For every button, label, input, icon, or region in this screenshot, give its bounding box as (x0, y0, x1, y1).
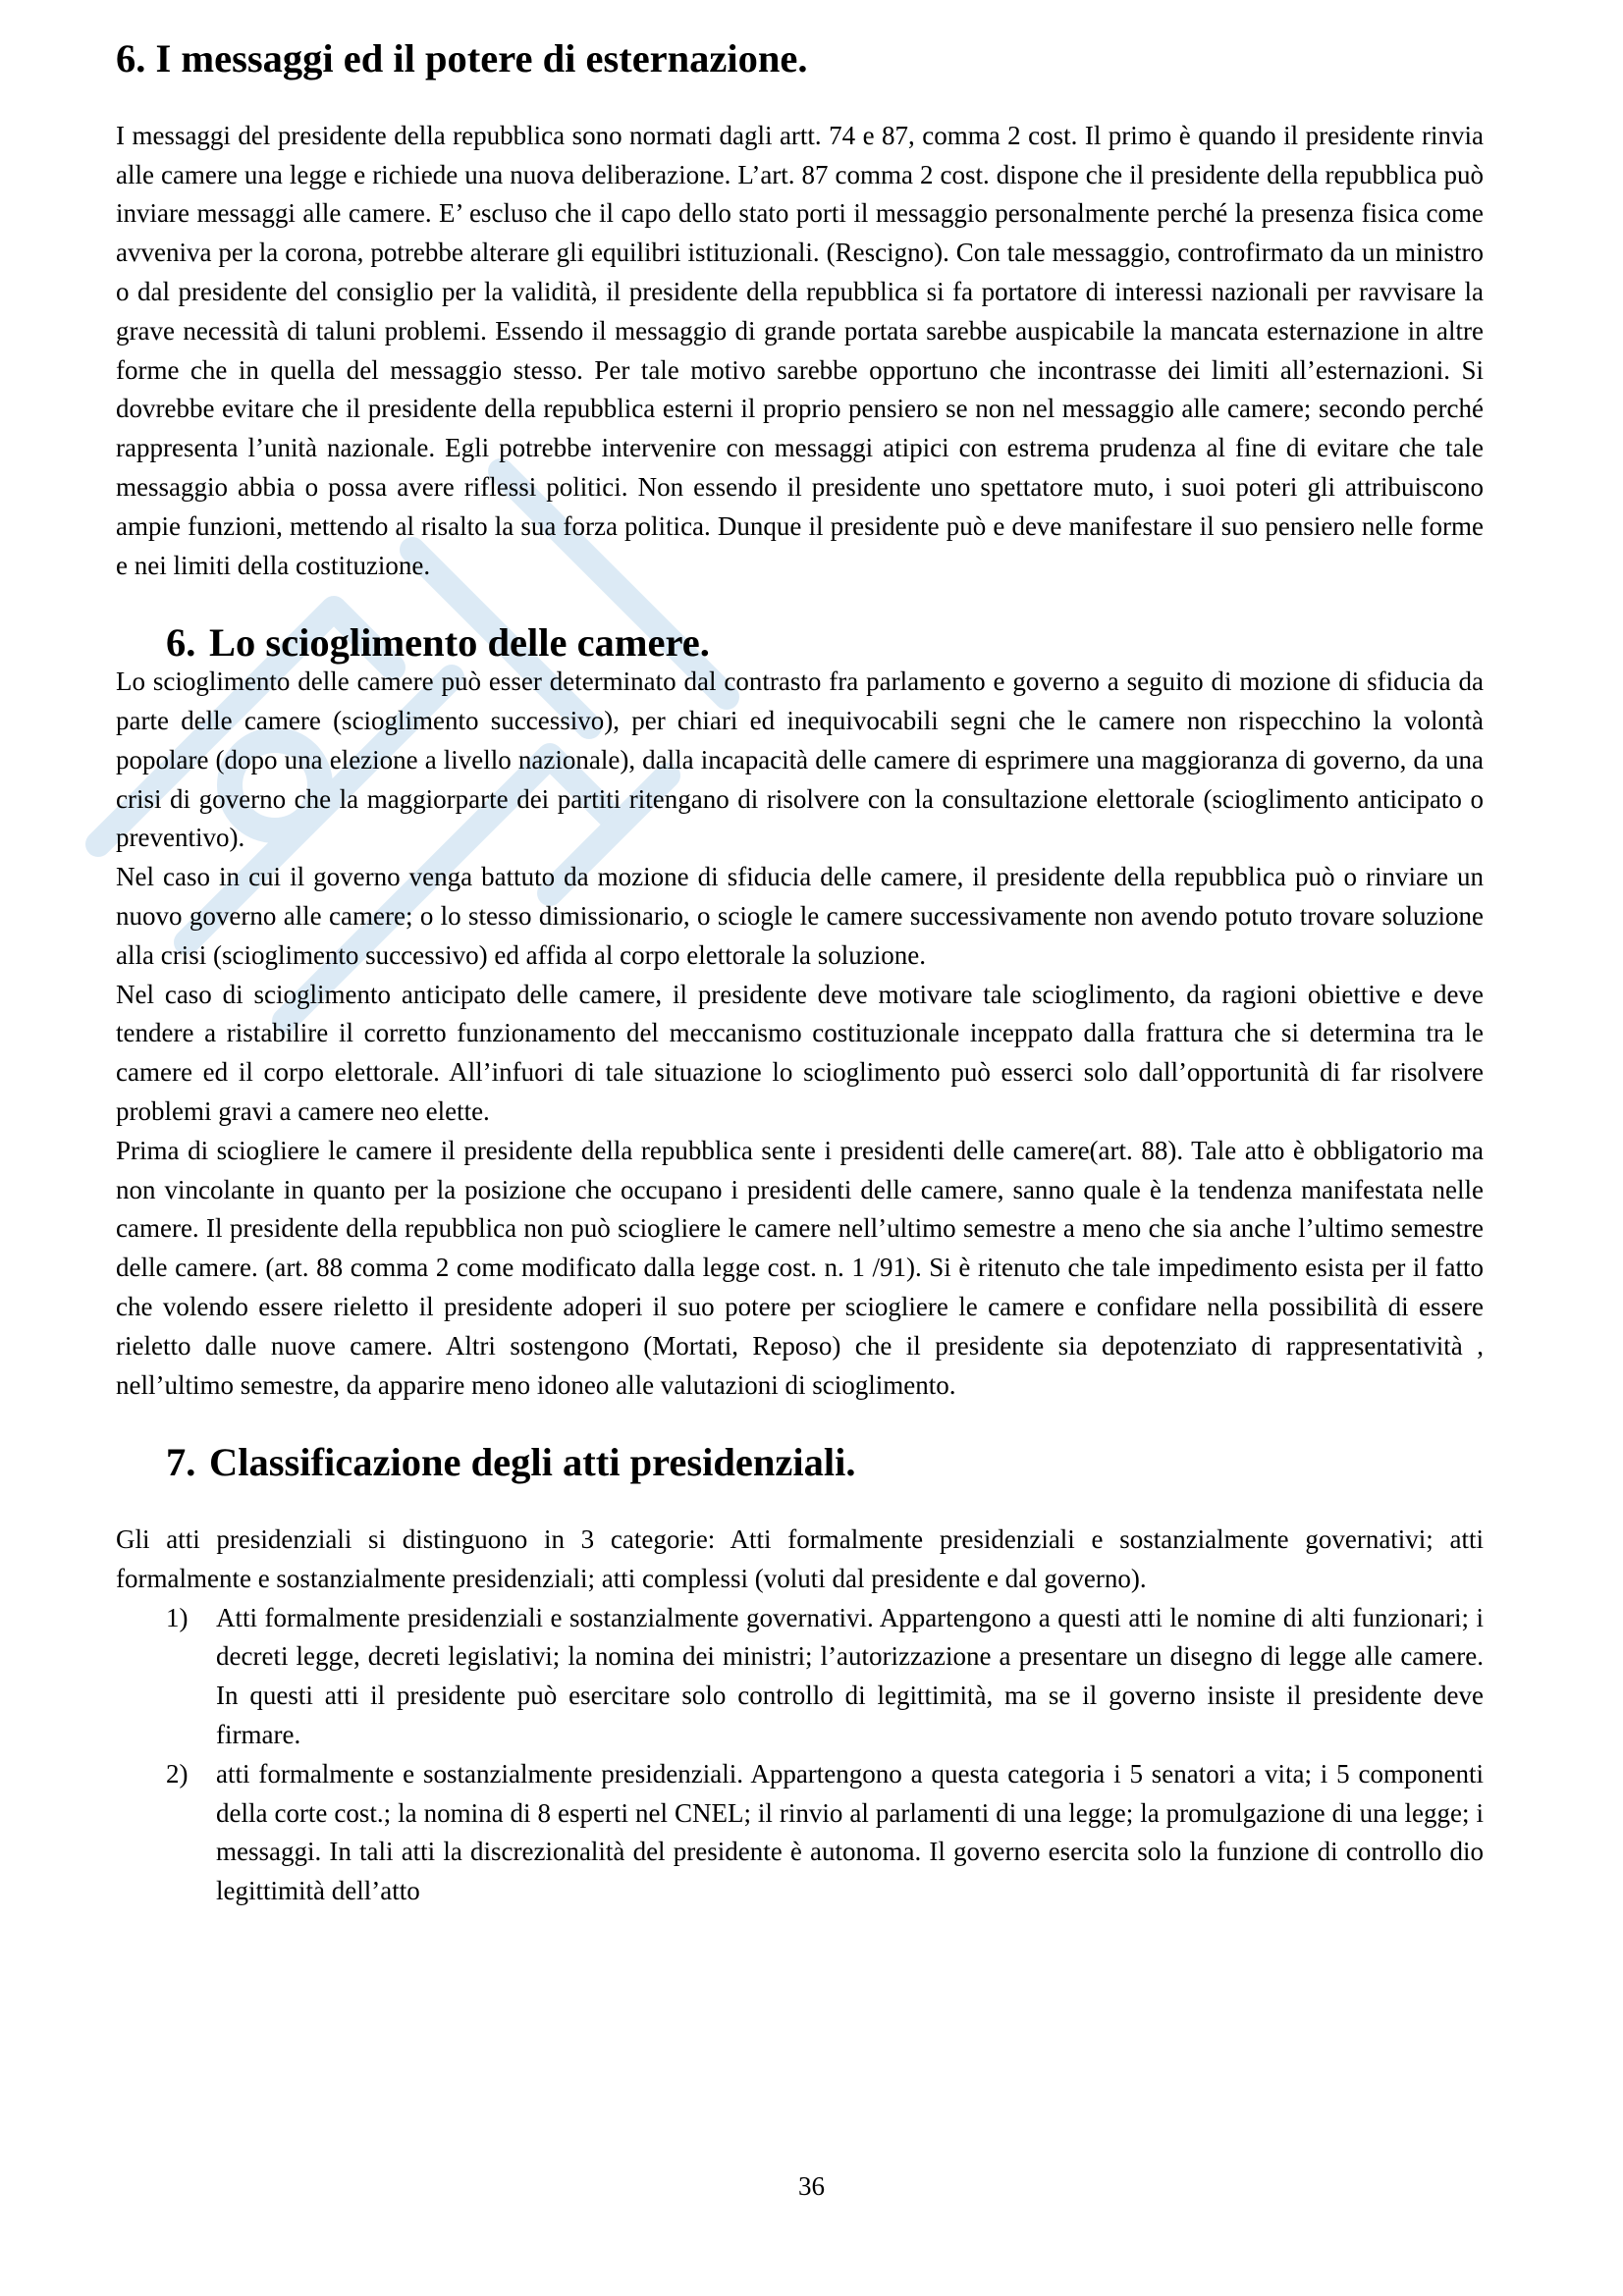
section-number: 6. (166, 620, 196, 666)
section-6-messaggi-paragraph: I messaggi del presidente della repubblica sono normati dagli artt. 74 e 87, comma 2 cost. Il primo è quando il presidente rinvia alle camere una legge e richiede una nuova deliberazione. L’art. 87 comma 2 cost. dispone che il presidente della repubblica può inviare messaggi alle camere. E’ escluso che il capo dello stato porti il messaggio personalmente perché la presenza fisica come avveniva per la corona, potrebbe alterare gli equilibri istituzionali. (Rescigno). Con tale messaggio, controfirmato da un ministro o dal presidente del consiglio per la validità, il presidente della repubblica si fa portatore di interessi nazionali per ravvisare la grave necessità di taluni problemi. Essendo il messaggio di grande portata sarebbe auspicabile la mancata esternazione in altre forme che in quella del messaggio stesso. Per tale motivo sarebbe opportuno che incontrasse dei limiti all’esternazioni. Si dovrebbe evitare che il presidente della repubblica esterni il proprio pensiero se non nel messaggio alle camere; secondo perché rappresenta l’unità nazionale. Egli potrebbe intervenire con messaggi atipici con estrema prudenza al fine di evitare che tale messaggio abbia o possa avere riflessi politici. Non essendo il presidente uno spettatore muto, i suoi poteri gli attribuiscono ampie funzioni, mettendo al risalto la sua forza politica. Dunque il presidente può e deve manifestare il suo pensiero nelle forme e nei limiti della costituzione. (116, 120, 1484, 580)
section-6-scioglimento-paragraph: Prima di sciogliere le camere il presidente della repubblica sente i presidenti delle camere(art. 88). Tale atto è obbligatorio ma non vincolante in quanto per la posizione che occupano i presidenti delle camere, sanno quale è la tendenza manifestata nelle camere. Il presidente della repubblica non può sciogliere le camere nell’ultimo semestre a meno che sia anche l’ultimo semestre delle camere. (art. 88 comma 2 come modificato dalla legge cost. n. 1 /91). Si è ritenuto che tale impedimento esista per il fatto che volendo essere rieletto il presidente adoperi il suo potere per sciogliere le camere e confidare nella possibilità di essere rieletto dalle nuove camere. Altri sostengono (Mortati, Reposo) che il presidente sia depotenziato di rappresentatività , nell’ultimo semestre, da apparire meno idoneo alle valutazioni di scioglimento. (116, 1135, 1484, 1400)
list-item-marker: 1) (166, 1602, 189, 1632)
list-item-text: atti formalmente e sostanzialmente presidenziali. Appartengono a questa categoria i 5 senatori a vita; i 5 componenti della corte cost.; la nomina di 8 esperti nel CNEL; il rinvio al parlamenti di una legge; la promulgazione di una legge; i messaggi. In tali atti la discrezionalità del presidente è autonoma. Il governo esercita solo la funzione di controllo dio legittimità dell’atto (216, 1758, 1484, 1906)
section-6-messaggi-heading: 6. I messaggi ed il potere di esternazione. (116, 36, 808, 80)
section-title: Classificazione degli atti presidenziali. (209, 1440, 856, 1485)
section-6-scioglimento-paragraph: Lo scioglimento delle camere può esser determinato dal contrasto fra parlamento e governo a seguito di mozione di sfiducia da parte delle camere (scioglimento successivo), per chiari ed inequivocabili segni che le camere non rispecchino la volontà popolare (dopo una elezione a livello nazionale), dalla incapacità delle camere di esprimere una maggioranza di governo, da una crisi di governo che la maggiorparte dei partiti ritengano di risolvere con la consultazione elettorale (scioglimento anticipato o preventivo). (116, 667, 1484, 853)
list-item-marker: 2) (166, 1758, 189, 1789)
section-7-intro-paragraph: Gli atti presidenziali si distinguono in 3 categorie: Atti formalmente presidenziali e sostanzialmente governativi; atti formalmente e sostanzialmente presidenziali; atti complessi (voluti dal presidente e dal governo). (116, 1524, 1484, 1593)
section-6-scioglimento-heading (116, 620, 1484, 666)
atti-categories-list (116, 1599, 1484, 1911)
page-number: 36 (798, 2171, 825, 2201)
section-title: Lo scioglimento delle camere. (209, 620, 710, 666)
list-item (116, 1755, 1484, 1911)
list-item-text: Atti formalmente presidenziali e sostanzialmente governativi. Appartengono a questi atti le nomine di alti funzionari; i decreti legge, decreti legislativi; la nomina dei ministri; l’autorizzazione a presentare un disegno di legge alle camere. In questi atti il presidente può esercitare solo controllo di legittimità, ma se il governo insiste il presidente deve firmare. (216, 1602, 1484, 1750)
section-6-scioglimento-paragraph: Nel caso in cui il governo venga battuto da mozione di sfiducia delle camere, il presidente della repubblica può o rinviare un nuovo governo alle camere; o lo stesso dimissionario, o sciogle le camere successivamente non avendo potuto trovare soluzione alla crisi (scioglimento successivo) ed affida al corpo elettorale la soluzione. (116, 862, 1484, 970)
list-item (116, 1599, 1484, 1755)
section-number: 7. (166, 1440, 196, 1485)
section-6-scioglimento-paragraph: Nel caso di scioglimento anticipato delle camere, il presidente deve motivare tale scioglimento, da ragioni obiettive e deve tendere a ristabilire il corretto funzionamento del meccanismo costituzionale inceppato dalla frattura che si determina tra le camere ed il corpo elettorale. All’infuori di tale situazione lo scioglimento può esserci solo dall’opportunità di far risolvere problemi gravi a camere neo elette. (116, 979, 1484, 1126)
section-7-classificazione-heading (116, 1440, 1484, 1485)
document-body (116, 36, 1484, 1911)
